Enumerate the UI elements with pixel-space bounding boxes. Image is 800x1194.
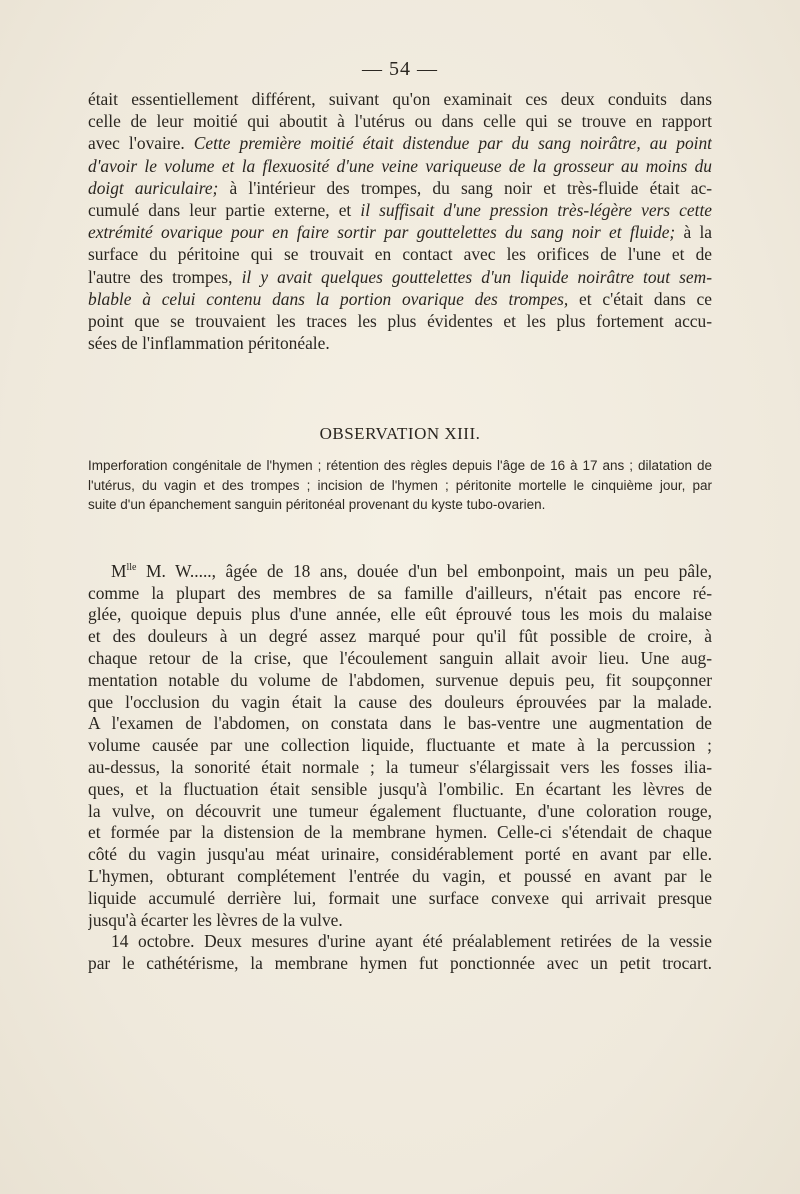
text-line: par le cathétérisme, la membrane hymen fut ponctionnée avec un petit trocart. — [88, 953, 712, 974]
text-line: surface du péritoine qui se trouvait en contact avec les orifices de l'une et de — [88, 244, 712, 265]
text-line — [88, 132, 712, 154]
text-line — [88, 199, 712, 221]
text-line: et des douleurs à un degré assez marqué pour qu'il fût possible de croire, à — [88, 626, 712, 647]
text-line: 14 octobre. Deux mesures d'urine ayant été préalablement retirées de la vessie — [111, 931, 712, 952]
italic-segment: doigt auriculaire; — [88, 177, 219, 198]
text-line: liquide accumulé derrière lui, formait une surface convexe qui arrivait presque — [88, 887, 712, 908]
text-line: comme la plupart des membres de sa famille d'ailleurs, n'était pas encore ré- — [88, 582, 712, 603]
text-line: la vulve, on découvrit une tumeur également fluctuante, d'une coloration rouge, — [88, 800, 712, 821]
text-line: chaque retour de la crise, que l'écoulement sanguin allait avoir lieu. Une aug- — [88, 647, 712, 668]
observation-body — [88, 557, 712, 975]
text-segment: et c'était dans ce — [568, 288, 712, 309]
italic-segment: il y avait quelques gouttelettes d'un liquide noirâtre tout sem- — [241, 266, 712, 287]
text-line: celle de leur moitié qui aboutit à l'utérus ou dans celle qui se trouve en rapport — [88, 111, 712, 132]
text-segment: avec l'ovaire. — [88, 133, 194, 154]
continuation-paragraph — [88, 88, 712, 354]
summary-line: suite d'un épanchement sanguin péritonéal provenant du kyste tubo-ovarien. — [88, 497, 546, 512]
text-segment: à l'intérieur des trompes, du sang noir et très-fluide était ac- — [218, 177, 712, 198]
text-line: côté du vagin jusqu'au méat urinaire, considérablement porté en avant par elle. — [88, 844, 712, 865]
summary-line: Imperforation congénitale de l'hymen ; rétention des règles depuis l'âge de 16 à 17 ans ; dilatation de — [88, 458, 712, 473]
observation-heading: OBSERVATION XIII. — [319, 424, 481, 443]
text-line: jusqu'à écarter les lèvres de la vulve. — [88, 909, 343, 930]
salutation: M — [111, 560, 127, 581]
text-line: glée, quoique depuis plus d'une année, elle eût éprouvé tous les mois du malaise — [88, 604, 712, 625]
summary-line: l'utérus, du vagin et des trompes ; incision de l'hymen ; péritonite mortelle le cinquième jour, par — [88, 477, 712, 493]
text-segment: à la — [675, 222, 712, 243]
text-segment: l'autre des trompes, — [88, 266, 242, 287]
text-line — [88, 288, 712, 310]
text-line: ques, et la fluctuation était sensible jusqu'à l'ombilic. En écartant les lèvres de — [88, 778, 712, 799]
text-line: L'hymen, obturant complétement l'entrée du vagin, et poussé en avant par le — [88, 865, 712, 886]
text-segment: cumulé dans leur partie externe, et — [88, 200, 361, 221]
text-line — [88, 177, 712, 199]
text-line: mentation notable du volume de l'abdomen, survenue depuis peu, fit soupçonner — [88, 669, 712, 690]
page-number: — 54 — — [362, 58, 438, 80]
text-line: et formée par la distension de la membrane hymen. Celle-ci s'étendait de chaque — [88, 822, 712, 843]
italic-segment: il suffisait d'une pression très-légère vers cette — [360, 200, 712, 221]
italic-segment: Cette première moitié était distendue par du sang noirâtre, au point — [193, 133, 712, 154]
text-line: point que se trouvaient les traces les plus évidentes et les plus fortement accu- — [88, 311, 712, 332]
italic-segment: d'avoir le volume et la flexuosité d'une veine variqueuse de la grosseur au moins du — [88, 155, 712, 176]
text-line: sées de l'inflammation péritonéale. — [88, 333, 330, 354]
text-line: que l'occlusion du vagin était la cause des douleurs éprouvées par la malade. — [88, 691, 712, 712]
text-line — [88, 557, 712, 583]
text-line — [88, 266, 712, 288]
observation-summary — [88, 456, 712, 515]
text-line: au-dessus, la sonorité était normale ; la tumeur s'élargissait vers les fosses ilia- — [88, 756, 712, 777]
text-line — [88, 221, 712, 243]
text-line: volume causée par une collection liquide, fluctuante et mate à la percussion ; — [88, 735, 712, 756]
text-segment: M. W....., âgée de 18 ans, douée d'un bel embonpoint, mais un peu pâle, — [136, 560, 712, 581]
text-line: A l'examen de l'abdomen, on constata dans le bas-ventre une augmentation de — [88, 713, 712, 734]
text-line: était essentiellement différent, suivant qu'on examinait ces deux conduits dans — [88, 89, 712, 109]
salutation-superscript: lle — [126, 562, 137, 573]
italic-segment: extrémité ovarique pour en faire sortir par gouttelettes du sang noir et fluide; — [88, 222, 676, 243]
italic-segment: blable à celui contenu dans la portion ovarique des trompes, — [88, 288, 569, 309]
text-line — [88, 155, 712, 177]
